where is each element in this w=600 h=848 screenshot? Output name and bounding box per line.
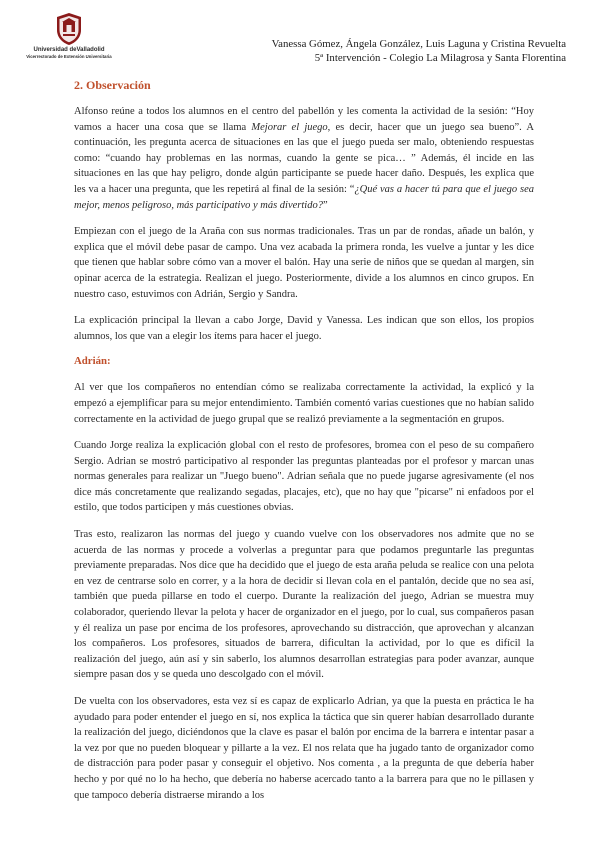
university-seal-icon — [54, 12, 84, 46]
paragraph-2: Empiezan con el juego de la Araña con sus normas tradicionales. Tras un par de rondas, añade un balón, y explica que el móvil debe pasar de campo. Una vez acabada la primera ronda, les vuelve a juntar y les dice que tienen que hablar sobre cómo van a mover el balón. Hay una serie de niños que se quedan al margen, sin opinar acerca de la estrategia. Realizan el juego. Posteriormente, divide a los alumnos en cinco grupos. En nuestro caso, estuvimos con Adrián, Sergio y Sandra. — [74, 226, 534, 300]
header-subtitle: 5ª Intervención - Colegio La Milagrosa y Santa Florentina — [314, 51, 566, 64]
university-logo — [14, 12, 124, 60]
paragraph-1-text-c: ” — [322, 199, 328, 211]
logo-vicerrectorado: Vicerrectorado de Extensión Universitaria — [26, 54, 112, 59]
paragraph-1-text-b: , es decir, hacer que un juego sea bueno”. A continuación, les pregunta acerca de situaciones en las que el juego pueda ser malo, obteniendo respuestas como: “cuando hay problemas en las normas, cuando la gente se pica… ” Además, él incide en las situaciones en las que hay peligro, donde algún participante se puede hacer daño. Después, les explica que les va a hacer una pregunta, que les repetirá al final de la sesión: “ — [74, 121, 534, 195]
document-body — [74, 78, 534, 814]
section-title: 2. Observación — [74, 78, 151, 92]
paragraph-3: La explicación principal la llevan a cabo Jorge, David y Vanessa. Les indican que son ellos, los propios alumnos, los que van a elegir los ítems para hacer el juego. — [74, 315, 534, 342]
paragraph-1-text-a: Alfonso reúne a todos los alumnos en el centro del pabellón y les comenta la actividad de la sesión: “Hoy vamos a hacer una cosa que se llama — [74, 106, 534, 133]
header-authors: Vanessa Gómez, Ángela González, Luis Laguna y Cristina Revuelta — [271, 38, 566, 50]
paragraph-5: Cuando Jorge realiza la explicación global con el resto de profesores, bromea con el peso de su compañero Sergio. Adrian se mostró participativo al responder las preguntas planteadas por el profesor y marcan unas normas generales para realizar un "Juego bueno". Adrian señala que no puede jugarse agresivamente (el nos dice más concretamente que realizando segadas, placajes, etc), que no hay que "picarse" ni enfadoos por el estilo, que todos participen y más cuestiones obvias. — [74, 440, 534, 514]
paragraph-1-emphasis: Mejorar el juego — [251, 121, 328, 133]
paragraph-7: De vuelta con los observadores, esta vez sí es capaz de explicarlo Adrian, ya que la puesta en práctica le ha ayudado para poder entender el juego en sí, nos explica la táctica que sin querer habían desarrollado durante la realización del juego, diciéndonos que la clave es pasar el balón por encima de la barrera e intentar pasar a la vez por que no pueden bloquear y pillarte a la vez. El nos relata que ha jugado tanto de organizador como de distracción para poder pasar y conseguir el objetivo. Nos comenta , a la pregunta de que debería haber hecho y por qué no lo ha hecho, que debería no haberse acercado tanto a la barrera para que no le pillasen y que tampoco debería distraerse mirando a los — [74, 696, 534, 801]
page-header — [272, 38, 566, 65]
paragraph-6: Tras esto, realizaron las normas del juego y cuando vuelve con los observadores nos admite que no se acuerda de las normas y procede a volverlas a preguntar para que podamos preguntarle las preguntas previamente preparadas. Nos dice que ha decidido que el juego de esta araña peluda se realice con una pelota en vez de centrarse solo en correr, y a la hora de decidir si llevan cola en el pantalón, decide que no sea así, también que pueda pillarse en todo el cuerpo. Durante la realización del juego, Adrian se muestra muy colaborador, queriendo llevar la pelota y hacer de organizador en el juego, por lo cual, sus compañeros pasan y él realiza un pase por encima de los profesores, aprovechando su distracción, que aprovechan y alcanzan los compañeros. Los profesores, situados de barrera, dificultan la actividad, por lo que es difícil la realización del juego, aún así y sin saberlo, los alumnos desarrollan estrategias para poder avanzar, aunque siempre pasan dos y se queda uno descolgado con el móvil. — [74, 529, 534, 681]
subsection-title: Adrián: — [74, 355, 111, 368]
paragraph-4: Al ver que los compañeros no entendían cómo se realizaba correctamente la actividad, la explicó y la empezó a ejemplificar para su mejor entendimiento. También comentó varias cuestiones que no habían salido correctamente en la actividad de juego grupal que se realizó previamente a la segmentación en grupos. — [74, 382, 534, 425]
paragraph-1-question: ¿Qué vas a hacer tú para que el juego sea mejor, menos peligroso, más participativo y más divertido? — [74, 183, 534, 211]
paragraph-1 — [74, 104, 534, 213]
logo-university-name: Universidad deValladolid — [33, 47, 105, 53]
